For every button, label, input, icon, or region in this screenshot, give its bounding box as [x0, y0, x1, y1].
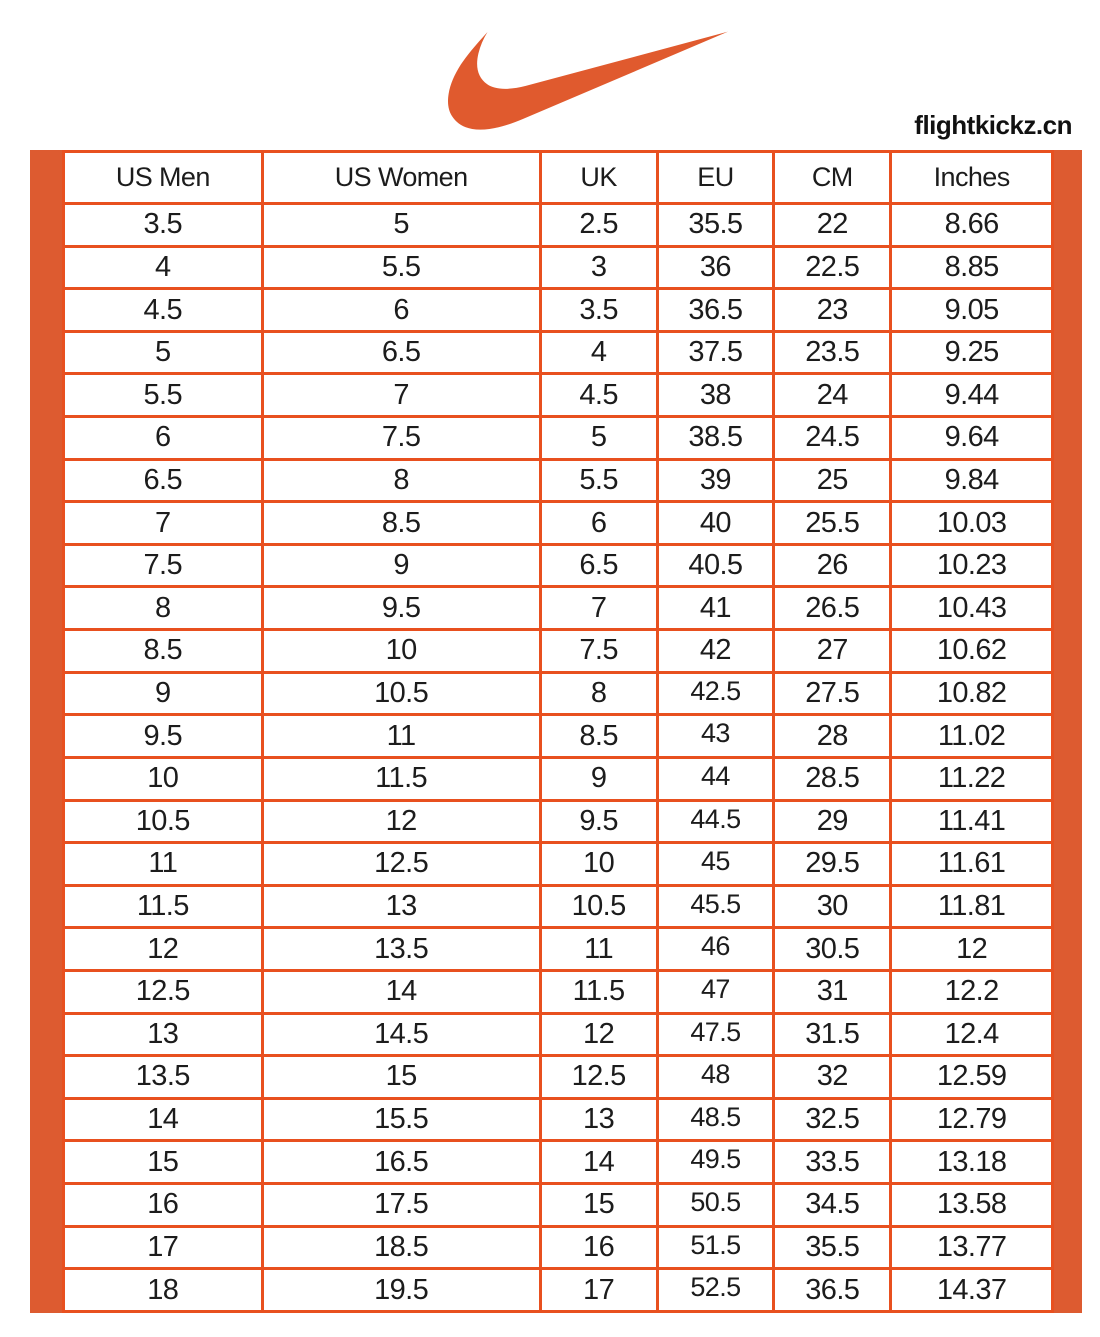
- size-cell: 5.5: [540, 459, 657, 502]
- table-row: [64, 928, 1053, 971]
- size-cell: 5: [262, 204, 540, 247]
- table-row: [64, 715, 1053, 758]
- table-body: [64, 204, 1053, 1312]
- table-row: [64, 800, 1053, 843]
- size-cell: 40.5: [657, 544, 774, 587]
- size-cell: 44.5: [657, 800, 774, 843]
- size-chart: [30, 150, 1082, 1313]
- size-cell: 45.5: [657, 885, 774, 928]
- size-cell: 3: [540, 246, 657, 289]
- size-cell: 24: [774, 374, 891, 417]
- size-cell: 41: [657, 587, 774, 630]
- size-cell: 14.5: [262, 1013, 540, 1056]
- size-cell: 17: [540, 1269, 657, 1312]
- size-cell: 23: [774, 289, 891, 332]
- size-cell: 7: [64, 502, 263, 545]
- size-cell: 31.5: [774, 1013, 891, 1056]
- size-cell: 13.58: [891, 1184, 1053, 1227]
- column-header-uk: UK: [540, 152, 657, 204]
- table-row: [64, 417, 1053, 460]
- size-cell: 8.66: [891, 204, 1053, 247]
- size-cell: 23.5: [774, 331, 891, 374]
- size-cell: 13.5: [262, 928, 540, 971]
- size-cell: 9.5: [64, 715, 263, 758]
- size-cell: 5.5: [262, 246, 540, 289]
- size-cell: 8.5: [540, 715, 657, 758]
- size-cell: 8.5: [64, 630, 263, 673]
- size-cell: 49.5: [657, 1141, 774, 1184]
- size-cell: 7.5: [64, 544, 263, 587]
- size-cell: 5: [64, 331, 263, 374]
- size-cell: 11: [262, 715, 540, 758]
- nike-swoosh-icon: [448, 20, 728, 132]
- size-cell: 35.5: [774, 1226, 891, 1269]
- size-cell: 15: [540, 1184, 657, 1227]
- size-cell: 13: [64, 1013, 263, 1056]
- size-cell: 11.81: [891, 885, 1053, 928]
- size-cell: 26: [774, 544, 891, 587]
- table-row: [64, 204, 1053, 247]
- size-cell: 4.5: [64, 289, 263, 332]
- column-header-cm: CM: [774, 152, 891, 204]
- size-cell: 10: [262, 630, 540, 673]
- size-cell: 10.23: [891, 544, 1053, 587]
- size-cell: 9.5: [262, 587, 540, 630]
- size-cell: 8.85: [891, 246, 1053, 289]
- size-cell: 11.5: [540, 970, 657, 1013]
- size-cell: 2.5: [540, 204, 657, 247]
- left-orange-strip: [30, 150, 62, 1313]
- size-cell: 11.02: [891, 715, 1053, 758]
- size-cell: 10.82: [891, 672, 1053, 715]
- size-cell: 51.5: [657, 1226, 774, 1269]
- table-row: [64, 757, 1053, 800]
- size-cell: 25: [774, 459, 891, 502]
- size-cell: 10.03: [891, 502, 1053, 545]
- size-cell: 7: [262, 374, 540, 417]
- size-cell: 13.18: [891, 1141, 1053, 1184]
- size-cell: 11: [64, 843, 263, 886]
- size-cell: 6.5: [262, 331, 540, 374]
- size-cell: 35.5: [657, 204, 774, 247]
- size-cell: 22.5: [774, 246, 891, 289]
- column-header-eu: EU: [657, 152, 774, 204]
- size-cell: 15: [64, 1141, 263, 1184]
- size-cell: 7.5: [262, 417, 540, 460]
- size-cell: 13.5: [64, 1056, 263, 1099]
- table-row: [64, 970, 1053, 1013]
- size-cell: 27: [774, 630, 891, 673]
- size-cell: 39: [657, 459, 774, 502]
- size-cell: 10.5: [540, 885, 657, 928]
- size-cell: 50.5: [657, 1184, 774, 1227]
- size-cell: 12.79: [891, 1098, 1053, 1141]
- size-cell: 8.5: [262, 502, 540, 545]
- site-watermark: flightkickz.cn: [914, 110, 1072, 140]
- size-cell: 6.5: [540, 544, 657, 587]
- size-cell: 9.5: [540, 800, 657, 843]
- size-cell: 9.05: [891, 289, 1053, 332]
- size-cell: 11.61: [891, 843, 1053, 886]
- size-cell: 9.25: [891, 331, 1053, 374]
- size-cell: 8: [262, 459, 540, 502]
- size-cell: 8: [64, 587, 263, 630]
- column-header-inches: Inches: [891, 152, 1053, 204]
- size-cell: 36.5: [657, 289, 774, 332]
- size-cell: 14: [64, 1098, 263, 1141]
- column-header-us-men: US Men: [64, 152, 263, 204]
- size-cell: 45: [657, 843, 774, 886]
- size-cell: 10.5: [262, 672, 540, 715]
- column-header-us-women: US Women: [262, 152, 540, 204]
- size-cell: 15.5: [262, 1098, 540, 1141]
- size-cell: 43: [657, 715, 774, 758]
- table-row: [64, 843, 1053, 886]
- table-row: [64, 672, 1053, 715]
- size-cell: 28.5: [774, 757, 891, 800]
- size-cell: 29: [774, 800, 891, 843]
- size-cell: 13: [540, 1098, 657, 1141]
- size-cell: 12: [891, 928, 1053, 971]
- size-cell: 9: [540, 757, 657, 800]
- size-cell: 4: [540, 331, 657, 374]
- size-cell: 12.5: [64, 970, 263, 1013]
- size-cell: 33.5: [774, 1141, 891, 1184]
- size-cell: 11: [540, 928, 657, 971]
- size-cell: 11.5: [64, 885, 263, 928]
- size-cell: 38.5: [657, 417, 774, 460]
- size-cell: 5.5: [64, 374, 263, 417]
- size-cell: 16: [64, 1184, 263, 1227]
- size-cell: 12.59: [891, 1056, 1053, 1099]
- size-cell: 18.5: [262, 1226, 540, 1269]
- size-cell: 6: [540, 502, 657, 545]
- table-row: [64, 459, 1053, 502]
- size-cell: 12.4: [891, 1013, 1053, 1056]
- size-cell: 10: [540, 843, 657, 886]
- table-row: [64, 630, 1053, 673]
- size-cell: 10.62: [891, 630, 1053, 673]
- size-cell: 14.37: [891, 1269, 1053, 1312]
- size-cell: 3.5: [540, 289, 657, 332]
- table-row: [64, 1141, 1053, 1184]
- size-cell: 11.22: [891, 757, 1053, 800]
- size-cell: 37.5: [657, 331, 774, 374]
- size-cell: 40: [657, 502, 774, 545]
- size-cell: 24.5: [774, 417, 891, 460]
- size-cell: 28: [774, 715, 891, 758]
- size-cell: 12: [64, 928, 263, 971]
- size-cell: 12.5: [540, 1056, 657, 1099]
- size-cell: 48: [657, 1056, 774, 1099]
- table-row: [64, 1269, 1053, 1312]
- header-row: [64, 152, 1053, 204]
- table-row: [64, 1184, 1053, 1227]
- size-cell: 47.5: [657, 1013, 774, 1056]
- size-cell: 12: [540, 1013, 657, 1056]
- size-cell: 17.5: [262, 1184, 540, 1227]
- size-cell: 18: [64, 1269, 263, 1312]
- size-cell: 9: [64, 672, 263, 715]
- size-cell: 3.5: [64, 204, 263, 247]
- size-cell: 25.5: [774, 502, 891, 545]
- size-cell: 4.5: [540, 374, 657, 417]
- table-row: [64, 587, 1053, 630]
- table-row: [64, 1013, 1053, 1056]
- size-cell: 36.5: [774, 1269, 891, 1312]
- size-cell: 14: [262, 970, 540, 1013]
- table-row: [64, 289, 1053, 332]
- size-cell: 44: [657, 757, 774, 800]
- size-cell: 6.5: [64, 459, 263, 502]
- table-row: [64, 1098, 1053, 1141]
- size-cell: 36: [657, 246, 774, 289]
- size-cell: 12: [262, 800, 540, 843]
- table-row: [64, 1226, 1053, 1269]
- size-cell: 47: [657, 970, 774, 1013]
- size-cell: 10.43: [891, 587, 1053, 630]
- size-cell: 29.5: [774, 843, 891, 886]
- size-cell: 10.5: [64, 800, 263, 843]
- size-cell: 6: [262, 289, 540, 332]
- size-cell: 13: [262, 885, 540, 928]
- table-row: [64, 331, 1053, 374]
- size-cell: 5: [540, 417, 657, 460]
- size-cell: 7: [540, 587, 657, 630]
- size-cell: 32: [774, 1056, 891, 1099]
- table-header: [64, 152, 1053, 204]
- size-cell: 17: [64, 1226, 263, 1269]
- size-cell: 9.64: [891, 417, 1053, 460]
- size-cell: 8: [540, 672, 657, 715]
- size-cell: 48.5: [657, 1098, 774, 1141]
- table-row: [64, 374, 1053, 417]
- size-cell: 32.5: [774, 1098, 891, 1141]
- size-conversion-table: [62, 150, 1054, 1313]
- size-cell: 34.5: [774, 1184, 891, 1227]
- size-cell: 31: [774, 970, 891, 1013]
- table-row: [64, 502, 1053, 545]
- size-cell: 9.84: [891, 459, 1053, 502]
- right-orange-strip: [1054, 150, 1082, 1313]
- size-cell: 6: [64, 417, 263, 460]
- size-cell: 9.44: [891, 374, 1053, 417]
- size-cell: 30.5: [774, 928, 891, 971]
- size-cell: 46: [657, 928, 774, 971]
- size-cell: 16.5: [262, 1141, 540, 1184]
- size-cell: 42.5: [657, 672, 774, 715]
- size-cell: 12.5: [262, 843, 540, 886]
- size-cell: 15: [262, 1056, 540, 1099]
- size-cell: 11.5: [262, 757, 540, 800]
- table-row: [64, 246, 1053, 289]
- size-cell: 22: [774, 204, 891, 247]
- size-cell: 12.2: [891, 970, 1053, 1013]
- table-row: [64, 544, 1053, 587]
- size-cell: 19.5: [262, 1269, 540, 1312]
- size-cell: 16: [540, 1226, 657, 1269]
- size-cell: 4: [64, 246, 263, 289]
- size-cell: 7.5: [540, 630, 657, 673]
- size-cell: 30: [774, 885, 891, 928]
- size-cell: 27.5: [774, 672, 891, 715]
- size-cell: 38: [657, 374, 774, 417]
- size-cell: 9: [262, 544, 540, 587]
- table-row: [64, 885, 1053, 928]
- size-cell: 42: [657, 630, 774, 673]
- size-cell: 11.41: [891, 800, 1053, 843]
- size-cell: 26.5: [774, 587, 891, 630]
- size-cell: 13.77: [891, 1226, 1053, 1269]
- size-cell: 52.5: [657, 1269, 774, 1312]
- size-cell: 10: [64, 757, 263, 800]
- size-cell: 14: [540, 1141, 657, 1184]
- table-row: [64, 1056, 1053, 1099]
